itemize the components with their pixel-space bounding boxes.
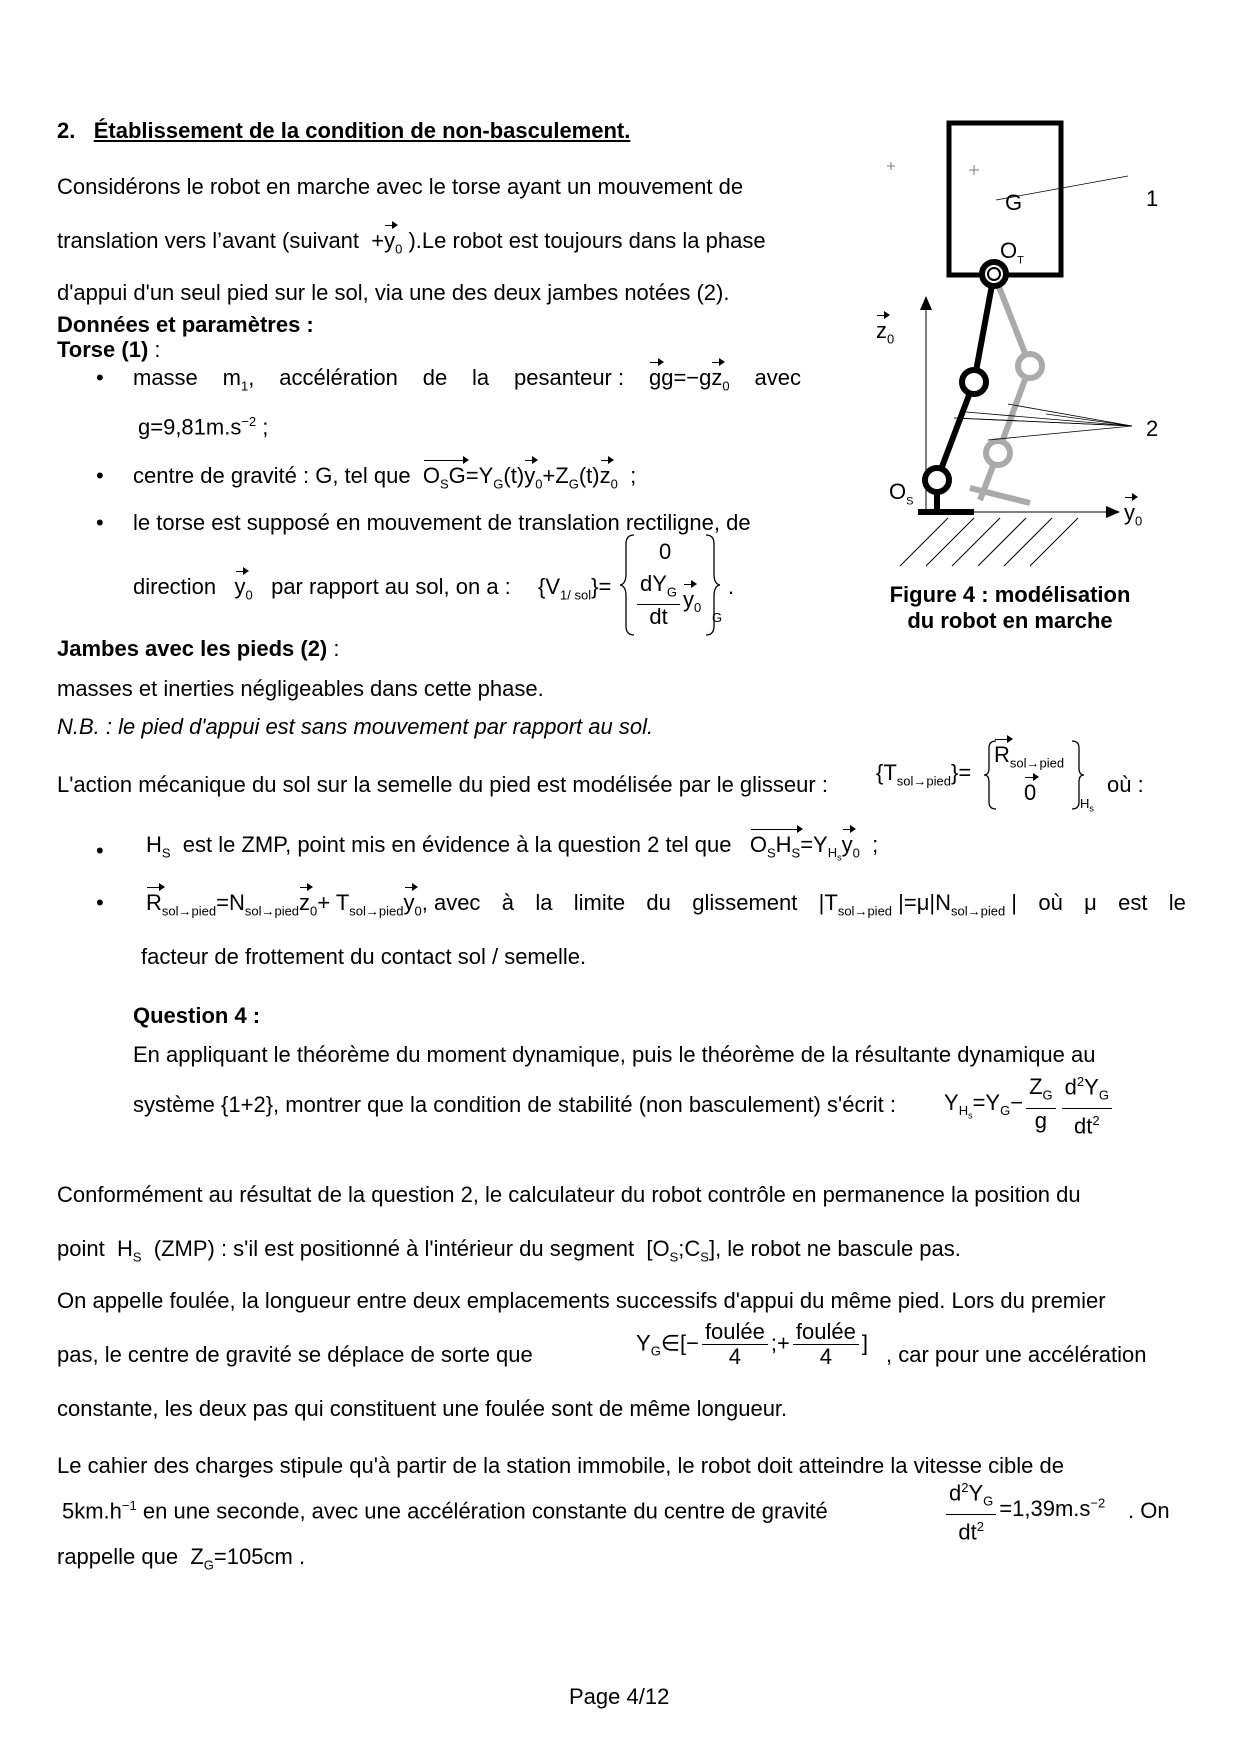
torsor-zero: 0 [659, 539, 672, 564]
nb-note: N.B. : le pied d'appui est sans mouvement par rapport au sol. [57, 714, 654, 739]
label-ot: $O_T$ [1000, 238, 1024, 267]
ou-text: où : [1107, 772, 1144, 797]
callout-2: 2 [1146, 416, 1159, 441]
label-z0: $z_0$ [876, 318, 895, 347]
data-heading: Données et paramètres : [57, 312, 314, 337]
page-number: Page 4/12 [569, 1684, 670, 1709]
gravity-center-line: centre de gravité : G, tel que $O_SG=Y_G(t)y_0+Z_G(t)z_0$ ; [133, 463, 637, 492]
glisseur-t: $\{T_{sol\to pied}\}=$ [876, 760, 972, 789]
para-1-line-1: Conformément au résultat de la question 2, le calculateur du robot contrôle en permanence la position du [57, 1182, 1081, 1207]
translation-line: le torse est supposé en mouvement de translation rectiligne, de [133, 510, 751, 535]
intro-text-1: Considérons le robot en marche avec le torse ayant un mouvement de [57, 174, 744, 199]
para-3-line-1: Le cahier des charges stipule qu'à partir de la station immobile, le robot doit atteindre la vitesse cible de [57, 1453, 1064, 1478]
question-line-2: système {1+2}, montrer que la condition de stabilité (non basculement) s'écrit : [133, 1092, 896, 1117]
section-title-text: Établissement de la condition de non-basculement. [93, 118, 631, 143]
torsor-point: G [712, 610, 723, 625]
g-value: $g=9,81m.s^{-2}$ ; [138, 414, 269, 440]
torse-heading: Torse (1) : [57, 337, 161, 362]
stability-formula: $Y_{H_s}=Y_G-$ $\frac{Z_G}{g}$ $\frac{d^2Y_G}{dt^2}$ [944, 1070, 1115, 1138]
section-title [57, 118, 630, 144]
torsor-fraction: $\frac{dY_G}{dt}$ $y_0$ [634, 572, 701, 629]
bullet-dot: • [96, 365, 104, 390]
intro-text-2b: ).Le robot est toujours dans la phase [408, 228, 766, 253]
para-2-line-2a: pas, le centre de gravité se déplace de sorte que [57, 1342, 533, 1367]
torse-masse-line: masse $m_1$, accélération de la pesanteur : $gg=-gz_0$ avec [133, 365, 801, 394]
label-g: G [1005, 190, 1023, 215]
para-2-line-1: On appelle foulée, la longueur entre deux emplacements successifs d'appui du même pied. Lors du premier [57, 1288, 1106, 1313]
ground-hatch [900, 518, 1078, 566]
jambes-heading: Jambes avec les pieds (2) : [57, 636, 340, 661]
question-title: Question 4 : [133, 1003, 261, 1028]
figure-caption-1: Figure 4 : modélisation [889, 582, 1131, 607]
figure-caption-2: du robot en marche [907, 608, 1113, 633]
jambes-line: masses et inerties négligeables dans cette phase. [57, 676, 544, 701]
para-3-on: . On [1128, 1498, 1170, 1523]
question-line-1: En appliquant le théorème du moment dynamique, puis le théorème de la résultante dynamique au [133, 1042, 1096, 1067]
action-line: L'action mécanique du sol sur la semelle du pied est modélisée par le glisseur : [57, 772, 828, 797]
para-1-line-2: point $H_S$ (ZMP) : s'il est positionné à l'intérieur du segment $[O_S;C_S]$, le robot ne bascule pas. [57, 1236, 961, 1265]
glisseur-r: $R_{sol\to pied}$ [994, 742, 1065, 771]
intro-line-1 [57, 174, 801, 200]
para-4: rappelle que $Z_G=105cm$ . [57, 1544, 306, 1573]
section-number: 2. [57, 118, 76, 143]
friction-line: facteur de frottement du contact sol / semelle. [141, 944, 587, 969]
resultant-line: $R_{sol\to pied}=N_{sol\to pied}z_0+ T_{sol\to pied}y_0$, avec à la limite du glissement $|T_{sol\to pied}$ $|=\mu|N_{sol\to pied}$ | où μ est le [146, 890, 1186, 919]
intro-text-2a: translation vers l’avant (suivant [57, 228, 360, 253]
velocity-torsor-label: $\{V_{1/ sol}\}=$ [538, 574, 612, 603]
hs-line: $H_S$ est le ZMP, point mis en évidence à la question 2 tel que $O_SH_S=Y_{H_s}y_0$ ; [146, 832, 879, 863]
glisseur-zero: 0 [1024, 780, 1037, 805]
direction-line: direction $y_0$ par rapport au sol, on a : [133, 574, 511, 603]
para-3-line-2: $5km.h^{-1}$ en une seconde, avec une accélération constante du centre de gravité [62, 1498, 828, 1524]
accel-formula: $\frac{d^2Y_G}{dt^2}$ $=1,39m.s^{-2}$ [943, 1476, 1105, 1544]
label-os: $O_S$ [889, 479, 914, 508]
robot-figure [870, 108, 1200, 578]
glisseur-point: $H_s$ [1080, 796, 1094, 814]
callout-1: 1 [1146, 186, 1159, 211]
label-y0: $y_0$ [1124, 500, 1143, 529]
intro-line-2: translation vers l’avant (suivant $+y_0$ ).Le robot est toujours dans la phase [57, 228, 766, 257]
para-2-line-3: constante, les deux pas qui constituent une foulée sont de même longueur. [57, 1396, 788, 1421]
foulee-formula: $Y_G\in[-$ $\frac{\text{foulée}}{4}$ ;+ $\frac{\text{foulée}}{4}$ ] [636, 1319, 868, 1369]
intro-line-3: d'appui d'un seul pied sur le sol, via une des deux jambes notées (2). [57, 280, 730, 305]
para-2-line-2b: , car pour une accélération [886, 1342, 1147, 1367]
